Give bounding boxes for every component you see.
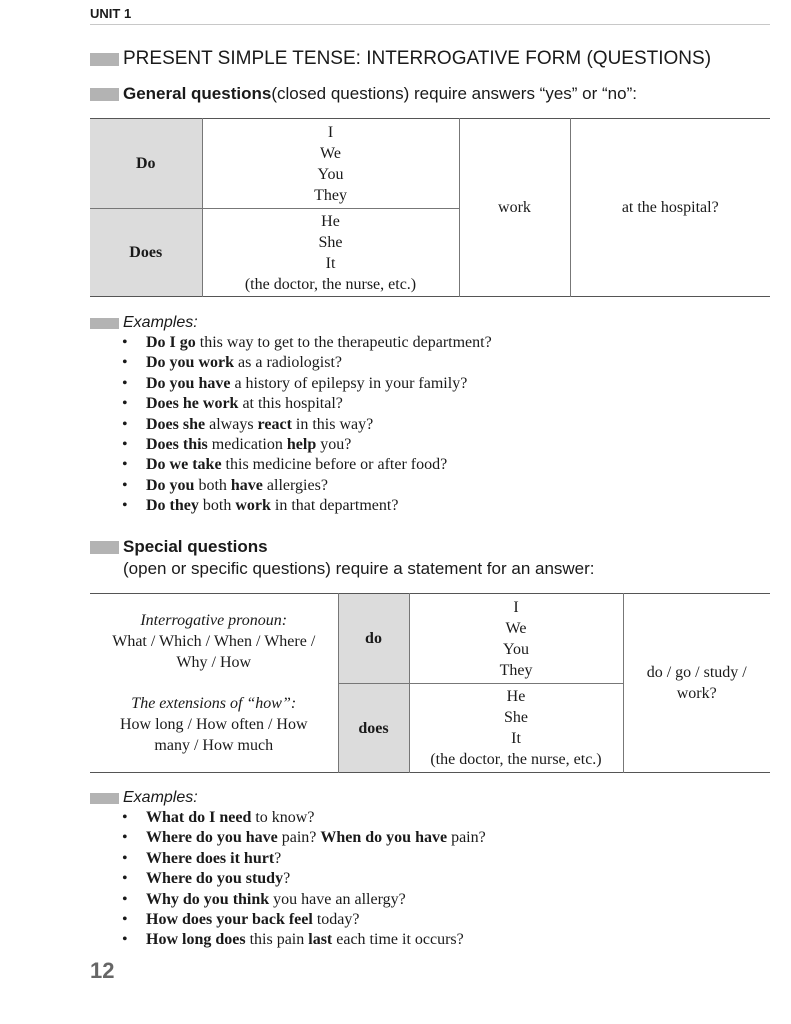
example-item: • Does he work at this hospital? — [118, 394, 492, 414]
example-item: • Do you work as a radiologist? — [118, 353, 492, 373]
pronoun: We — [505, 619, 527, 637]
pronoun: You — [317, 165, 344, 183]
example-item: • Do you have a history of epilepsy in your family? — [118, 374, 492, 394]
example-item: • What do I need to know? — [118, 808, 486, 828]
special-questions-description: (open or specific questions) require a statement for an answer: — [123, 559, 595, 578]
general-questions-heading — [90, 84, 637, 104]
pronoun: They — [499, 661, 533, 679]
pronouns-does-cell — [409, 684, 623, 773]
example-item: • Does this medication help you? — [118, 435, 492, 455]
special-questions-table — [90, 593, 770, 773]
aux-does-cell: does — [338, 684, 409, 773]
pronoun: (the doctor, the nurse, etc.) — [244, 275, 417, 293]
pronouns-do-cell — [202, 119, 459, 209]
pronoun: I — [513, 598, 519, 616]
heading-marker-icon — [90, 53, 119, 66]
pronoun: (the doctor, the nurse, etc.) — [430, 751, 602, 768]
examples-heading — [90, 314, 198, 332]
special-questions-heading — [90, 537, 268, 557]
special-questions-title: Special questions — [123, 537, 268, 556]
verb-list: do / go / study / work? — [646, 664, 747, 702]
example-item: • Why do you think you have an allergy? — [118, 890, 486, 910]
complement-cell: at the hospital? — [570, 119, 770, 297]
pronoun: She — [504, 709, 528, 726]
page-number: 12 — [90, 958, 115, 983]
section-title — [90, 48, 711, 70]
example-item: • How does your back feel today? — [118, 910, 486, 930]
example-item: • Does she always react in this way? — [118, 415, 492, 435]
aux-does-cell: Does — [90, 209, 202, 297]
example-item: • Do you both have allergies? — [118, 476, 492, 496]
pronoun-label: Interrogative pronoun: — [140, 612, 288, 629]
example-item: • Do I go this way to get to the therapeutic department? — [118, 333, 492, 353]
example-item: • Where do you have pain? When do you have pain? — [118, 828, 486, 848]
examples-label: Examples: — [123, 314, 198, 331]
example-item: • Do they both work in that department? — [118, 496, 492, 516]
example-item: • Where do you study? — [118, 869, 486, 889]
heading-marker-icon — [90, 793, 119, 804]
pronoun: He — [506, 688, 526, 705]
pronoun: It — [511, 730, 521, 747]
pronouns-does-cell — [202, 209, 459, 297]
verbs-cell — [623, 594, 770, 773]
pronoun: We — [320, 144, 341, 162]
aux-do-cell: do — [338, 594, 409, 684]
examples-heading — [90, 789, 198, 807]
example-item: • How long does this pain last each time it occurs? — [118, 930, 486, 950]
pronoun: She — [318, 233, 343, 251]
example-item: • Do we take this medicine before or after food? — [118, 455, 492, 475]
heading-marker-icon — [90, 318, 119, 329]
pronoun: I — [327, 123, 334, 141]
pronoun: It — [325, 254, 336, 272]
header-divider — [90, 24, 770, 25]
extension-list: How long / How often / How many / How much — [119, 716, 308, 754]
interrogative-pronouns-cell — [90, 594, 338, 773]
general-examples-list — [118, 333, 492, 517]
pronoun: You — [503, 640, 529, 658]
example-item: • Where does it hurt? — [118, 849, 486, 869]
pronoun: They — [314, 186, 347, 204]
special-examples-list — [118, 808, 486, 951]
heading-marker-icon — [90, 541, 119, 554]
pronoun-list: What / Which / When / Where / Why / How — [112, 633, 316, 671]
heading-marker-icon — [90, 88, 119, 101]
verb-cell: work — [459, 119, 570, 297]
general-questions-title: General questions — [123, 84, 272, 103]
pronouns-do-cell — [409, 594, 623, 684]
page-title: PRESENT SIMPLE TENSE: INTERROGATIVE FORM (QUESTIONS) — [123, 48, 712, 69]
general-questions-description: (closed questions) require answers “yes” or “no”: — [271, 84, 637, 103]
pronoun: He — [321, 212, 340, 230]
general-questions-table — [90, 118, 770, 297]
unit-label: UNIT 1 — [90, 6, 132, 21]
examples-label: Examples: — [123, 789, 198, 806]
aux-do-cell: Do — [90, 119, 202, 209]
extension-label: The extensions of “how”: — [131, 695, 297, 712]
